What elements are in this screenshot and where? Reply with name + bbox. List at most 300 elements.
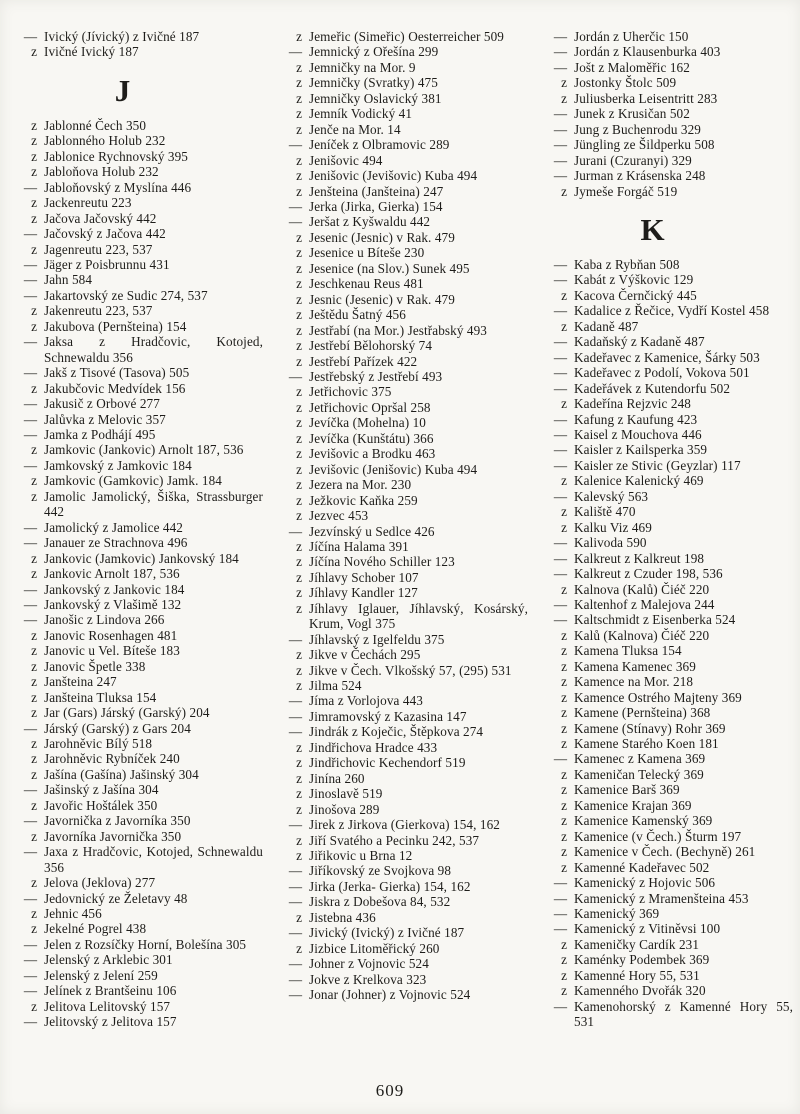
entry-prefix: — xyxy=(23,179,37,195)
index-entry xyxy=(13,242,263,257)
entry-prefix: — xyxy=(553,442,567,458)
index-entry xyxy=(13,381,263,396)
index-entry xyxy=(13,612,263,627)
entry-text: Jirka (Jerka- Gierka) 154, 162 xyxy=(309,878,471,894)
entry-prefix: z xyxy=(296,600,302,616)
index-entry xyxy=(278,276,528,291)
entry-text: Janovic Rosenhagen 481 xyxy=(44,627,178,643)
entry-text: Jankovic Arnolt 187, 536 xyxy=(44,566,180,582)
entry-prefix: — xyxy=(553,426,567,442)
index-entry xyxy=(278,75,528,90)
entry-prefix: z xyxy=(296,29,302,44)
index-entry xyxy=(278,678,528,693)
entry-text: Jivický (Ivický) z Ivičné 187 xyxy=(309,925,465,941)
entry-text: Javorníka Javornička 350 xyxy=(44,828,182,844)
entry-prefix: — xyxy=(553,137,567,153)
entry-prefix: z xyxy=(31,921,37,937)
entry-text: Ivický (Jívický) z Ivičné 187 xyxy=(44,29,200,44)
index-entry xyxy=(543,381,793,396)
index-entry xyxy=(278,894,528,909)
index-entry xyxy=(13,875,263,890)
entry-prefix: — xyxy=(23,782,37,798)
entry-prefix: z xyxy=(31,241,37,257)
entry-text: Jablonné Čech 350 xyxy=(44,117,147,133)
entry-text: Jerka (Jirka, Gierka) 154 xyxy=(309,198,443,214)
entry-text: Jordán z Klausenburka 403 xyxy=(574,44,721,60)
entry-prefix: — xyxy=(553,411,567,427)
entry-text: Kaba z Rybňan 508 xyxy=(574,256,680,272)
index-entry xyxy=(543,168,793,183)
index-entry xyxy=(543,875,793,890)
entry-text: Kamenec z Kamena 369 xyxy=(574,751,706,767)
index-entry xyxy=(13,891,263,906)
entry-text: Johner z Vojnovic 524 xyxy=(309,956,429,972)
index-entry xyxy=(543,184,793,199)
entry-text: Kamence Ostrého Majteny 369 xyxy=(574,689,742,705)
entry-prefix: z xyxy=(296,538,302,554)
index-entry xyxy=(543,350,793,365)
entry-prefix: z xyxy=(561,658,567,674)
entry-text: Kameničky Cardík 231 xyxy=(574,936,700,952)
entry-prefix: — xyxy=(23,596,37,612)
entry-prefix: — xyxy=(23,426,37,442)
index-entry xyxy=(278,956,528,971)
entry-text: Kamene Starého Koen 181 xyxy=(574,736,719,752)
index-entry xyxy=(278,879,528,894)
index-entry xyxy=(13,489,263,520)
entry-prefix: — xyxy=(553,168,567,184)
entry-text: Janšteina 247 xyxy=(44,674,117,690)
entry-prefix: z xyxy=(561,736,567,752)
index-entry xyxy=(543,412,793,427)
index-entry xyxy=(543,122,793,137)
entry-text: Jevišovic a Brodku 463 xyxy=(309,446,436,462)
index-entry xyxy=(13,303,263,318)
entry-text: Janšteina Tluksa 154 xyxy=(44,689,157,705)
entry-prefix: — xyxy=(553,488,567,504)
index-entry xyxy=(278,786,528,801)
entry-prefix: — xyxy=(553,272,567,288)
entry-text: Jaksa z Hradčovic, Kotojed, Schnewaldu 356 xyxy=(44,334,263,365)
entry-text: Jestřebí Pařízek 422 xyxy=(309,353,418,369)
index-entry xyxy=(543,458,793,473)
entry-prefix: — xyxy=(288,863,302,879)
entry-text: Kalivoda 590 xyxy=(574,535,647,551)
entry-prefix: z xyxy=(561,504,567,520)
entry-prefix: — xyxy=(288,523,302,539)
entry-prefix: z xyxy=(31,627,37,643)
index-entry xyxy=(278,693,528,708)
entry-text: Jankovic (Jamkovic) Jankovský 184 xyxy=(44,550,239,566)
entry-prefix: z xyxy=(296,446,302,462)
entry-prefix: z xyxy=(296,585,302,601)
index-entry xyxy=(543,767,793,782)
entry-text: Jeníček z Olbramovic 289 xyxy=(309,137,450,153)
entry-text: Jinošova 289 xyxy=(309,801,380,817)
index-entry xyxy=(13,844,263,875)
entry-text: Jíhlavský z Igelfeldu 375 xyxy=(309,631,445,647)
entry-prefix: z xyxy=(296,508,302,524)
entry-text: Janovic u Vel. Bíteše 183 xyxy=(44,643,180,659)
index-entry xyxy=(543,137,793,152)
entry-prefix: z xyxy=(31,658,37,674)
entry-prefix: — xyxy=(553,566,567,582)
entry-text: Jamolic Jamolický, Šiška, Strassburger 442 xyxy=(44,488,263,520)
entry-text: Kadeřína Rejzvic 248 xyxy=(574,396,691,412)
index-entry xyxy=(543,551,793,566)
entry-prefix: — xyxy=(553,365,567,381)
entry-text: Jakš z Tisové (Tasova) 505 xyxy=(44,365,190,381)
entry-text: Ježkovic Kaňka 259 xyxy=(309,492,418,508)
entry-text: Junek z Krusičan 502 xyxy=(574,106,690,122)
entry-text: Jamkovský z Jamkovic 184 xyxy=(44,457,192,473)
index-entry xyxy=(13,226,263,241)
entry-text: Jindrák z Koječic, Štěpkova 274 xyxy=(309,724,484,740)
entry-prefix: — xyxy=(23,226,37,242)
entry-text: Jamkovic (Gamkovic) Jamk. 184 xyxy=(44,473,222,489)
index-entry xyxy=(543,844,793,859)
entry-text: Jesnic (Jesenic) v Rak. 479 xyxy=(309,291,455,307)
entry-text: Jemník Vodický 41 xyxy=(309,106,413,122)
entry-prefix: z xyxy=(31,148,37,164)
index-entry xyxy=(278,802,528,817)
entry-text: Kamenného Dvořák 320 xyxy=(574,983,706,999)
entry-text: Juliusberka Leisentritt 283 xyxy=(574,90,718,106)
index-entry xyxy=(13,999,263,1014)
entry-text: Jinína 260 xyxy=(309,770,365,786)
entry-text: Kaménky Podembek 369 xyxy=(574,952,710,968)
index-entry xyxy=(543,597,793,612)
entry-prefix: — xyxy=(553,380,567,396)
entry-prefix: z xyxy=(296,662,302,678)
index-entry xyxy=(13,983,263,998)
entry-text: Jíma z Vorlojova 443 xyxy=(309,693,423,709)
entry-text: Kalenice Kalenický 469 xyxy=(574,473,704,489)
index-entry xyxy=(543,504,793,519)
entry-prefix: — xyxy=(23,272,37,288)
entry-text: Kamenice Krajan 369 xyxy=(574,797,692,813)
entry-prefix: z xyxy=(31,751,37,767)
index-entry xyxy=(543,983,793,998)
entry-prefix: z xyxy=(296,245,302,261)
entry-text: Kadaňský z Kadaně 487 xyxy=(574,334,705,350)
index-entry xyxy=(543,75,793,90)
index-entry xyxy=(13,736,263,751)
entry-text: Jurani (Czuranyi) 329 xyxy=(574,152,692,168)
entry-prefix: — xyxy=(288,693,302,709)
entry-prefix: — xyxy=(23,967,37,983)
entry-text: Kamene (Stínavy) Rohr 369 xyxy=(574,720,726,736)
entry-text: Jezvínský u Sedlce 426 xyxy=(309,523,435,539)
section-letter-K: K xyxy=(640,211,666,247)
entry-text: Kamenné Kadeřavec 502 xyxy=(574,859,710,875)
entry-prefix: z xyxy=(296,415,302,431)
index-entry xyxy=(13,535,263,550)
entry-prefix: z xyxy=(31,210,37,226)
index-entry xyxy=(543,442,793,457)
entry-prefix: — xyxy=(23,844,37,860)
entry-text: Jakartovský ze Sudic 274, 537 xyxy=(44,287,208,303)
entry-prefix: z xyxy=(561,766,567,782)
entry-prefix: z xyxy=(31,442,37,458)
entry-prefix: z xyxy=(296,229,302,245)
entry-prefix: z xyxy=(561,396,567,412)
entry-prefix: z xyxy=(31,473,37,489)
entry-text: Jemeřic (Simeřic) Oesterreicher 509 xyxy=(309,29,504,44)
entry-prefix: — xyxy=(23,890,37,906)
entry-text: Jačovský z Jačova 442 xyxy=(44,226,166,242)
index-entry xyxy=(13,180,263,195)
entry-text: Jestřabí (na Mor.) Jestřabský 493 xyxy=(309,322,488,338)
entry-prefix: z xyxy=(296,260,302,276)
index-entry xyxy=(543,952,793,967)
index-entry xyxy=(13,257,263,272)
index-entry xyxy=(13,551,263,566)
entry-text: Jilma 524 xyxy=(309,678,362,694)
index-entry xyxy=(278,153,528,168)
index-entry xyxy=(278,709,528,724)
entry-text: Jostonky Štolc 509 xyxy=(574,75,677,91)
index-entry xyxy=(278,539,528,554)
index-column-3 xyxy=(543,29,793,1030)
index-entry xyxy=(543,891,793,906)
index-entry xyxy=(278,724,528,739)
index-entry xyxy=(543,999,793,1030)
index-entry xyxy=(13,751,263,766)
entry-text: Jemničky Oslavický 381 xyxy=(309,90,442,106)
entry-prefix: — xyxy=(288,817,302,833)
entry-prefix: z xyxy=(31,689,37,705)
entry-prefix: z xyxy=(561,674,567,690)
entry-prefix: z xyxy=(296,786,302,802)
index-entry xyxy=(278,848,528,863)
entry-prefix: z xyxy=(296,678,302,694)
entry-prefix: z xyxy=(296,569,302,585)
entry-prefix: — xyxy=(553,612,567,628)
index-entry xyxy=(278,106,528,121)
index-entry xyxy=(13,906,263,921)
index-entry xyxy=(13,334,263,365)
entry-prefix: z xyxy=(296,399,302,415)
entry-prefix: z xyxy=(296,106,302,122)
index-entry xyxy=(278,230,528,245)
index-entry xyxy=(278,354,528,369)
entry-text: Jelova (Jeklova) 277 xyxy=(44,875,156,891)
entry-prefix: z xyxy=(296,430,302,446)
entry-prefix: z xyxy=(296,477,302,493)
index-entry xyxy=(13,442,263,457)
entry-text: Jelitovský z Jelitova 157 xyxy=(44,1014,177,1030)
entry-prefix: z xyxy=(296,384,302,400)
index-entry xyxy=(543,643,793,658)
entry-prefix: — xyxy=(23,256,37,272)
index-entry xyxy=(13,149,263,164)
entry-prefix: z xyxy=(31,875,37,891)
index-entry xyxy=(543,489,793,504)
index-entry xyxy=(278,740,528,755)
index-entry xyxy=(278,44,528,59)
entry-prefix: z xyxy=(561,581,567,597)
index-entry xyxy=(278,29,528,44)
index-entry xyxy=(278,833,528,848)
entry-text: Kamene (Pernšteina) 368 xyxy=(574,705,711,721)
entry-prefix: — xyxy=(553,106,567,122)
entry-prefix: — xyxy=(553,535,567,551)
entry-prefix: z xyxy=(561,75,567,91)
index-entry xyxy=(278,415,528,430)
entry-prefix: z xyxy=(31,766,37,782)
index-entry xyxy=(13,396,263,411)
entry-prefix: — xyxy=(553,457,567,473)
index-entry xyxy=(543,736,793,751)
entry-prefix: z xyxy=(31,998,37,1014)
index-column-1 xyxy=(13,29,263,1030)
entry-prefix: — xyxy=(23,411,37,427)
entry-prefix: — xyxy=(288,894,302,910)
index-entry xyxy=(278,925,528,940)
entry-prefix: z xyxy=(296,59,302,75)
section-letter-J: J xyxy=(114,72,132,108)
index-entry xyxy=(13,628,263,643)
index-entry xyxy=(278,647,528,662)
index-entry xyxy=(543,303,793,318)
entry-prefix: z xyxy=(296,461,302,477)
index-entry xyxy=(278,570,528,585)
entry-prefix: z xyxy=(296,307,302,323)
entry-text: Kalnova (Kalů) Čiéč 220 xyxy=(574,581,710,597)
index-entry xyxy=(13,782,263,797)
entry-prefix: — xyxy=(23,457,37,473)
entry-text: Jemničky (Svratky) 475 xyxy=(309,75,438,91)
entry-text: Jüngling ze Šildperku 508 xyxy=(574,137,715,153)
entry-text: Jíčína Halama 391 xyxy=(309,538,409,554)
index-entry xyxy=(13,164,263,179)
index-entry xyxy=(543,427,793,442)
index-entry xyxy=(278,771,528,786)
entry-text: Kamenický z Hojovic 506 xyxy=(574,875,716,891)
index-column-2 xyxy=(278,29,528,1030)
entry-prefix: — xyxy=(553,29,567,44)
entry-prefix: z xyxy=(561,90,567,106)
index-entry xyxy=(278,91,528,106)
entry-text: Jíhlavy Iglauer, Jíhlavský, Kosárský, Krum, Vogl 375 xyxy=(309,600,528,632)
entry-text: Kamenice Kamenský 369 xyxy=(574,813,713,829)
index-entry xyxy=(278,554,528,569)
entry-text: Kamenné Hory 55, 531 xyxy=(574,967,700,983)
entry-text: Jalůvka z Melovic 357 xyxy=(44,411,166,427)
entry-text: Kamenický 369 xyxy=(574,906,660,922)
index-entry xyxy=(278,477,528,492)
index-entry xyxy=(278,910,528,925)
index-entry xyxy=(543,91,793,106)
entry-prefix: — xyxy=(553,152,567,168)
entry-prefix: — xyxy=(553,998,567,1014)
entry-text: Ivičné Ivický 187 xyxy=(44,44,139,60)
index-entry xyxy=(543,535,793,550)
entry-prefix: z xyxy=(296,75,302,91)
index-entry xyxy=(278,261,528,276)
entry-prefix: — xyxy=(553,303,567,319)
entry-prefix: z xyxy=(296,739,302,755)
index-entry xyxy=(278,431,528,446)
index-entry xyxy=(278,493,528,508)
entry-prefix: — xyxy=(553,906,567,922)
entry-prefix: — xyxy=(23,983,37,999)
entry-prefix: z xyxy=(31,380,37,396)
index-entry xyxy=(543,365,793,380)
entry-text: Jabloňovský z Myslína 446 xyxy=(44,179,192,195)
index-entry xyxy=(278,755,528,770)
entry-text: Janovic Špetle 338 xyxy=(44,658,146,674)
index-entry xyxy=(543,751,793,766)
entry-prefix: — xyxy=(23,612,37,628)
index-entry xyxy=(278,369,528,384)
index-entry xyxy=(278,122,528,137)
index-entry xyxy=(13,412,263,427)
index-entry xyxy=(13,1014,263,1029)
entry-text: Jankovský z Vlašimě 132 xyxy=(44,596,182,612)
entry-text: Jindřichova Hradce 433 xyxy=(309,739,438,755)
index-entry xyxy=(278,400,528,415)
index-entry xyxy=(13,272,263,287)
entry-text: Javořic Hoštálek 350 xyxy=(44,797,158,813)
entry-prefix: — xyxy=(288,956,302,972)
index-entry xyxy=(278,60,528,75)
entry-text: Jikve v Čechách 295 xyxy=(309,647,421,663)
index-entry xyxy=(543,906,793,921)
index-entry xyxy=(13,937,263,952)
entry-prefix: z xyxy=(561,844,567,860)
entry-prefix: z xyxy=(31,797,37,813)
entry-text: Kamena Tluksa 154 xyxy=(574,643,682,659)
entry-text: Jesenice (na Slov.) Sunek 495 xyxy=(309,260,470,276)
entry-prefix: — xyxy=(23,952,37,968)
entry-text: Jedovnický ze Želetavy 48 xyxy=(44,890,188,906)
entry-prefix: z xyxy=(296,770,302,786)
entry-text: Jäger z Poisbrunnu 431 xyxy=(44,256,170,272)
entry-prefix: z xyxy=(296,647,302,663)
index-entry xyxy=(13,643,263,658)
entry-prefix: — xyxy=(553,44,567,60)
index-entry xyxy=(543,153,793,168)
entry-text: Kadeřavec z Podolí, Vokova 501 xyxy=(574,365,750,381)
entry-text: Kafung z Kaufung 423 xyxy=(574,411,698,427)
entry-text: Kalkreut z Kalkreut 198 xyxy=(574,550,705,566)
index-entry xyxy=(13,44,263,59)
entry-prefix: — xyxy=(288,987,302,1003)
entry-prefix: z xyxy=(296,848,302,864)
entry-prefix: — xyxy=(23,535,37,551)
entry-text: Jašinský z Jašína 304 xyxy=(44,782,159,798)
entry-text: Ještědu Šatný 456 xyxy=(309,307,406,323)
entry-text: Jošt z Maloměřic 162 xyxy=(574,59,690,75)
entry-prefix: z xyxy=(561,519,567,535)
entry-text: Jonar (Johner) z Vojnovic 524 xyxy=(309,987,471,1003)
entry-prefix: z xyxy=(296,755,302,771)
entry-text: Jarohněvic Rybníček 240 xyxy=(44,751,180,767)
entry-text: Kamenice v Čech. (Bechyně) 261 xyxy=(574,844,756,860)
entry-text: Jar (Gars) Járský (Garský) 204 xyxy=(44,705,210,721)
entry-text: Jankovský z Jankovic 184 xyxy=(44,581,185,597)
entry-prefix: — xyxy=(553,596,567,612)
entry-text: Kaisel z Mouchova 446 xyxy=(574,426,702,442)
entry-text: Jabloňova Holub 232 xyxy=(44,164,159,180)
entry-text: Jurman z Krásenska 248 xyxy=(574,168,706,184)
entry-text: Jesenice u Bíteše 230 xyxy=(309,245,425,261)
entry-prefix: z xyxy=(296,554,302,570)
entry-prefix: z xyxy=(296,183,302,199)
entry-text: Jiříkovský ze Svojkova 98 xyxy=(309,863,452,879)
